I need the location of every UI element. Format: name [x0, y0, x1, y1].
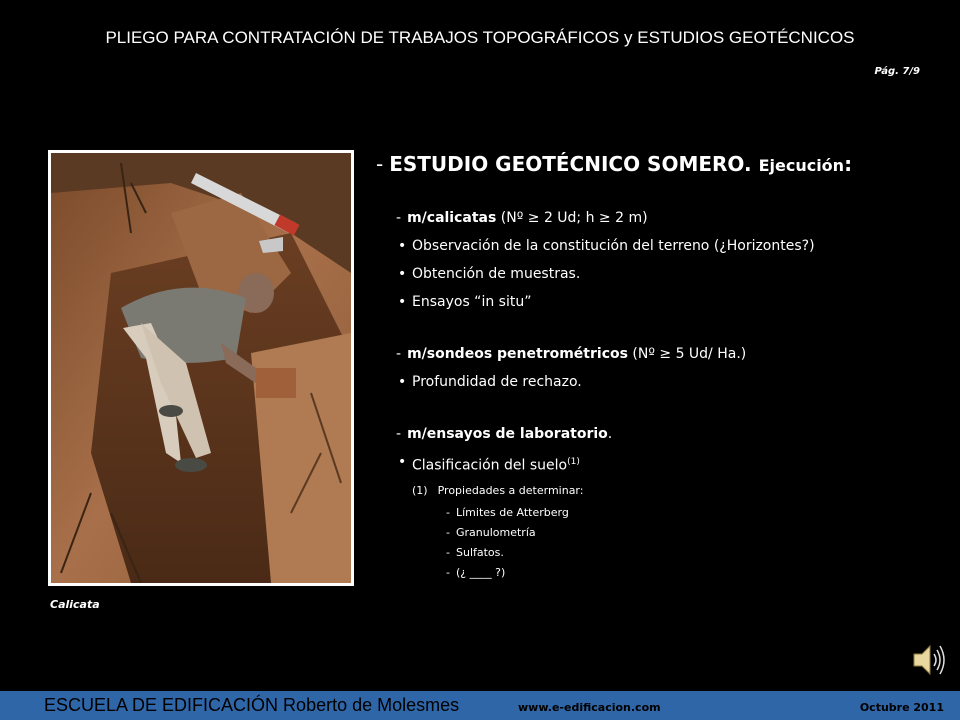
bullet-icon: • [398, 238, 407, 254]
section-dash: - [376, 152, 384, 176]
bullet-icon: • [398, 454, 407, 470]
bullet-text: Obtención de muestras. [412, 266, 581, 282]
section-title-sub: Ejecución [758, 156, 845, 175]
section-title-main: ESTUDIO GEOTÉCNICO SOMERO [389, 152, 744, 176]
speaker-icon[interactable] [912, 642, 946, 678]
item-detail: (Nº ≥ 5 Ud/ Ha.) [627, 346, 747, 362]
footer-school: ESCUELA DE EDIFICACIÓN Roberto de Molesmes [44, 695, 460, 715]
item-line [396, 208, 916, 236]
calicata-photo [51, 153, 351, 583]
item-detail: . [607, 426, 613, 442]
item-label: m/sondeos penetrométricos [407, 346, 628, 362]
bullet-text: Observación de la constitución del terreno (¿Horizontes?) [412, 238, 815, 254]
footnote-item [412, 546, 916, 566]
footer-bar [0, 691, 960, 720]
content-area [376, 150, 936, 579]
bullet-item [396, 372, 916, 400]
item-dash: - [396, 346, 402, 362]
section-title-end: : [844, 152, 853, 176]
bullet-item [396, 236, 916, 264]
footnote-item-text: Límites de Atterberg [455, 506, 569, 519]
footnote-head [412, 484, 916, 506]
footnote-mark-label: (1) [412, 484, 428, 497]
footer-website-link[interactable]: www.e-edificacion.com [518, 701, 661, 714]
footnote-item-text: (¿ ____ ?) [455, 566, 506, 579]
item-dash: - [396, 210, 402, 226]
section-title [376, 152, 936, 176]
header-title: PLIEGO PARA CONTRATACIÓN DE TRABAJOS TOPOGRÁFICOS y ESTUDIOS GEOTÉCNICOS [105, 28, 855, 47]
item-line [396, 424, 916, 452]
bullet-item [396, 292, 916, 320]
item-detail: (Nº ≥ 2 Ud; h ≥ 2 m) [496, 210, 648, 226]
bullet-icon: • [398, 266, 407, 282]
item-line [396, 344, 916, 372]
bullet-item [396, 452, 916, 480]
bullet-text: Profundidad de rechazo. [412, 374, 582, 390]
footnote-mark: (1) [567, 457, 580, 467]
footer-date: Octubre 2011 [859, 701, 944, 714]
footnote-dash: - [446, 566, 450, 579]
footnote-dash: - [446, 546, 450, 559]
item-sondeos [396, 344, 916, 400]
footnote-dash: - [446, 506, 450, 519]
item-label: m/ensayos de laboratorio [407, 426, 608, 442]
section-title-sep: . [744, 152, 759, 176]
page-number: Pág. 7/9 [874, 66, 920, 77]
footnote-item-text: Sulfatos. [455, 546, 504, 559]
bullet-item [396, 264, 916, 292]
item-label: m/calicatas [407, 210, 497, 226]
footnote-item [412, 566, 916, 586]
footnote-item-text: Granulometría [455, 526, 536, 539]
footnote-title: Propiedades a determinar: [437, 484, 584, 497]
footnote [396, 484, 916, 586]
bullet-icon: • [398, 374, 407, 390]
bullet-text: Clasificación del suelo [412, 457, 568, 474]
photo-frame [48, 150, 354, 586]
photo-caption: Calicata [50, 598, 100, 611]
item-calicatas [396, 208, 916, 320]
footnote-dash: - [446, 526, 450, 539]
bullet-icon: • [398, 294, 407, 310]
item-dash: - [396, 426, 402, 442]
bullet-text: Ensayos “in situ” [412, 294, 532, 310]
footnote-item [412, 506, 916, 526]
item-ensayos [396, 424, 916, 586]
footnote-item [412, 526, 916, 546]
